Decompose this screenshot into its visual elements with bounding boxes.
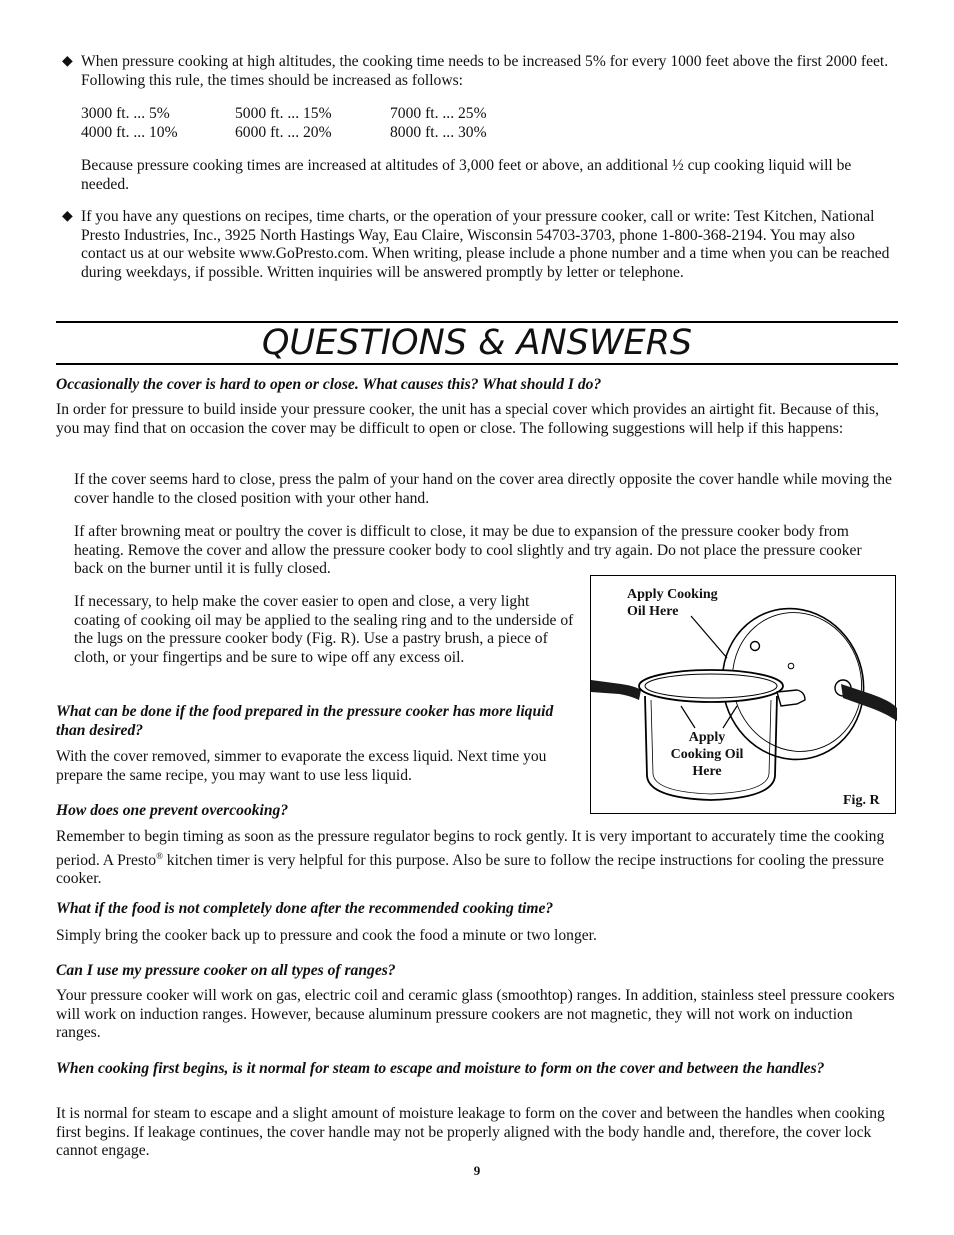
altitude-cell: 3000 ft. ... 5% bbox=[81, 105, 170, 122]
registered-mark: ® bbox=[156, 850, 163, 861]
answer-ranges: Your pressure cooker will work on gas, electric coil and ceramic glass (smoothtop) ranges. In addition, stainless steel pressure cookers will work on induction ranges. However, because aluminum pressure cookers are not magnetic, they will not work on induction ranges. bbox=[56, 987, 895, 1042]
altitude-cell: 7000 ft. ... 25% bbox=[390, 105, 487, 122]
section-title: QUESTIONS & ANSWERS bbox=[261, 323, 693, 363]
question-steam: When cooking first begins, is it normal for steam to escape and moisture to form on the cover and between the handles? bbox=[56, 1060, 825, 1077]
answer-cover-close: If the cover seems hard to close, press the palm of your hand on the cover area directly opposite the cover handle while moving the cover handle to the closed position with your other hand. bbox=[74, 471, 892, 507]
altitude-cell: 4000 ft. ... 10% bbox=[81, 124, 178, 141]
page-number: 9 bbox=[473, 1163, 481, 1178]
figure-label-line: Apply bbox=[688, 730, 726, 745]
figure-label-line: Oil Here bbox=[627, 604, 679, 619]
figure-r bbox=[590, 575, 896, 814]
answer-excess-liquid: With the cover removed, simmer to evaporate the excess liquid. Next time you prepare the same recipe, you may want to use less liquid. bbox=[56, 748, 547, 784]
answer-cover-intro: In order for pressure to build inside your pressure cooker, the unit has a special cover which provides an airtight fit. Because of this, you may find that on occasion the cover may be difficult to open or close. The following suggestions will help if this happens: bbox=[56, 401, 880, 437]
answer-cover-oil: If necessary, to help make the cover easier to open and close, a very light coating of cooking oil may be applied to the sealing ring and to the underside of the lugs on the pressure cooker body (Fig. R). Use a pastry brush, a piece of cloth, or your fingertips and be sure to wipe off any excess oil. bbox=[74, 593, 574, 666]
altitude-paragraph: When pressure cooking at high altitudes, the cooking time needs to be increased 5% for every 1000 feet above the first 2000 feet. Following this rule, the times should be increased as follows: bbox=[81, 53, 889, 89]
answer-cover-expansion: If after browning meat or poultry the cover is difficult to close, it may be due to expansion of the pressure cooker body from heating. Remove the cover and allow the pressure cooker body to cool slightly and try again. Do not place the pressure cooker back on the burner until it is fully closed. bbox=[74, 523, 862, 578]
bullet-diamond-icon: ◆ bbox=[62, 54, 73, 69]
figure-label-line: Here bbox=[692, 764, 722, 779]
altitude-cell: 8000 ft. ... 30% bbox=[390, 124, 487, 141]
figure-caption: Fig. R bbox=[843, 793, 880, 808]
bullet-diamond-icon: ◆ bbox=[62, 209, 73, 224]
answer-steam: It is normal for steam to escape and a slight amount of moisture leakage to form on the cover and between the handles when cooking first begins. If leakage continues, the cover handle may not be properly aligned with the body handle and, therefore, the cover lock cannot engage. bbox=[56, 1105, 885, 1160]
question-ranges: Can I use my pressure cooker on all types of ranges? bbox=[56, 962, 396, 979]
heading-rule-bottom bbox=[56, 363, 898, 365]
answer-not-done: Simply bring the cooker back up to pressure and cook the food a minute or two longer. bbox=[56, 927, 597, 944]
altitude-cell: 5000 ft. ... 15% bbox=[235, 105, 332, 122]
question-not-done: What if the food is not completely done after the recommended cooking time? bbox=[56, 900, 554, 917]
liquid-note: Because pressure cooking times are increased at altitudes of 3,000 feet or above, an additional ½ cup cooking liquid will be needed. bbox=[81, 157, 852, 193]
answer-overcooking-text: Remember to begin timing as soon as the pressure regulator begins to rock gently. It is very important to accurately time the cooking period. A Presto bbox=[56, 828, 885, 869]
question-cover: Occasionally the cover is hard to open or close. What causes this? What should I do? bbox=[56, 376, 602, 393]
answer-overcooking-text: kitchen timer is very helpful for this purpose. Also be sure to follow the recipe instructions for cooling the pressure cooker. bbox=[56, 851, 884, 888]
figure-label-line: Apply Cooking bbox=[627, 587, 718, 602]
figure-label-line: Cooking Oil bbox=[670, 747, 744, 762]
contact-paragraph: If you have any questions on recipes, time charts, or the operation of your pressure cooker, call or write: Test Kitchen, National Presto Industries, Inc., 3925 North Hastings Way, Eau Claire, Wisconsin 54703-3703, phone 1-800-368-2194. You may also contact us at our website www.GoPresto.com. When writing, please include a phone number and a time when you can be reached during weekdays, if possible. Written inquiries will be answered promptly by letter or telephone. bbox=[81, 208, 890, 281]
question-overcooking: How does one prevent overcooking? bbox=[56, 802, 289, 819]
figure-label-top bbox=[627, 586, 718, 620]
question-excess-liquid: What can be done if the food prepared in the pressure cooker has more liquid than desired? bbox=[56, 703, 554, 739]
answer-overcooking bbox=[56, 828, 898, 889]
altitude-cell: 6000 ft. ... 20% bbox=[235, 124, 332, 141]
figure-label-body bbox=[659, 729, 755, 780]
